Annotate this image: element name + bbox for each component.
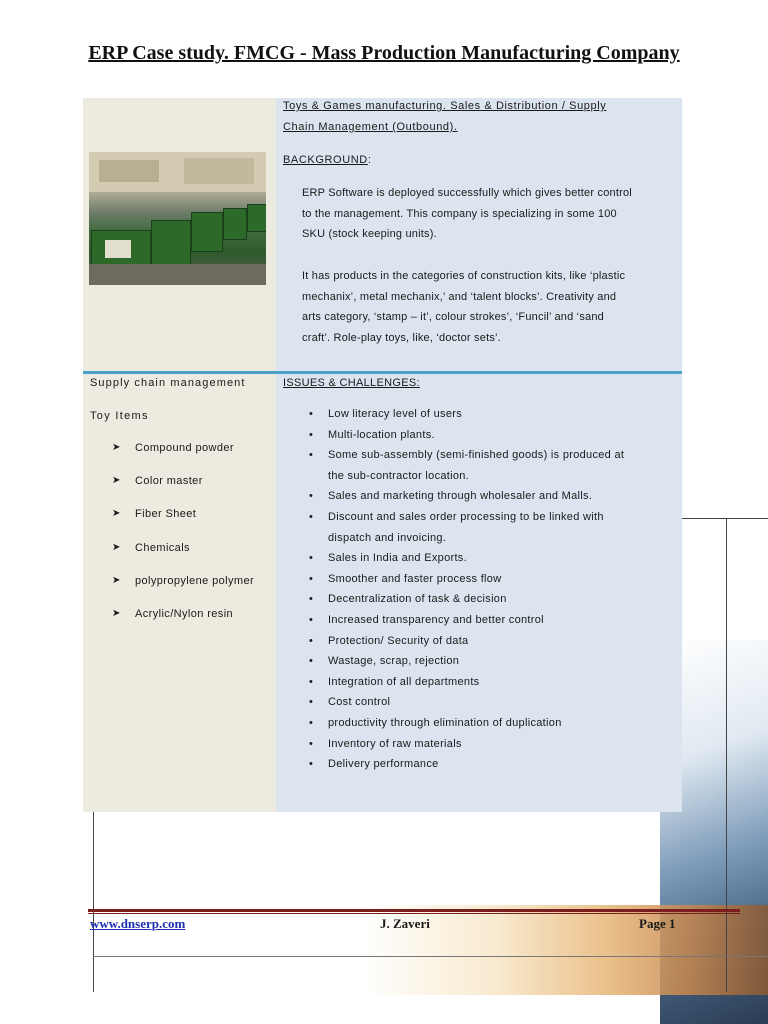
list-item-label: Chemicals: [135, 541, 190, 554]
footer-bottom-rule: [93, 956, 768, 957]
background-para1-line: ERP Software is deployed successfully which gives better control: [302, 187, 632, 199]
page-number: Page 1: [639, 916, 676, 931]
toy-items-list: [112, 438, 254, 637]
arrow-right-icon: ➤: [112, 541, 121, 553]
list-item-label: Color master: [135, 475, 203, 488]
issues-heading: ISSUES & CHALLENGES:: [283, 377, 420, 389]
footer-rule-thin: [88, 913, 740, 914]
list-item: • Multi-location plants.: [306, 425, 666, 446]
arrow-right-icon: ➤: [112, 607, 121, 619]
list-item: • productivity through elimination of duplication: [306, 713, 666, 734]
background-paragraph-2: [302, 266, 625, 348]
background-heading-text: BACKGROUND: [283, 154, 368, 166]
list-item: • Sales and marketing through wholesaler and Malls.: [306, 486, 666, 507]
list-item: • Cost control: [306, 692, 666, 713]
list-item: [112, 438, 254, 471]
list-item: • Wastage, scrap, rejection: [306, 651, 666, 672]
background-paragraph-1: [302, 183, 632, 245]
list-item: • Inventory of raw materials: [306, 734, 666, 755]
list-item-continuation: dispatch and invoicing.: [328, 531, 447, 544]
background-para1-line: to the management. This company is specializing in some 100: [302, 207, 617, 220]
arrow-right-icon: ➤: [112, 508, 121, 520]
list-item: • Smoother and faster process flow: [306, 569, 666, 590]
background-para1-line: SKU (stock keeping units).: [302, 228, 437, 240]
list-item: [112, 538, 254, 571]
background-para2-line: mechanix’, metal mechanix,’ and ‘talent blocks’. Creativity and: [302, 290, 617, 303]
arrow-right-icon: ➤: [112, 442, 121, 453]
list-item-label: Compound powder: [135, 442, 234, 454]
background-para2-line: arts category, ‘stamp – it’, colour strokes’, ‘Funcil’ and ‘sand: [302, 311, 604, 323]
list-item: • Protection/ Security of data: [306, 631, 666, 652]
list-item: [112, 604, 254, 637]
intro-line-1: Toys & Games manufacturing. Sales & Distribution / Supply: [283, 100, 607, 112]
page-border-right: [726, 518, 727, 992]
footer-rule: [88, 909, 740, 912]
arrow-right-icon: ➤: [112, 475, 121, 487]
issues-list: [306, 404, 666, 775]
list-item: • Some sub-assembly (semi-finished goods) is produced at: [306, 445, 666, 466]
list-item-label: polypropylene polymer: [135, 574, 255, 587]
intro-line-2: Chain Management (Outbound).: [283, 121, 458, 133]
website-link[interactable]: www.dnserp.com: [90, 916, 186, 931]
page-title: ERP Case study. FMCG - Mass Production Manufacturing Company: [88, 42, 680, 64]
background-heading-colon: :: [367, 154, 372, 166]
list-item: • Sales in India and Exports.: [306, 548, 666, 569]
list-item: [112, 471, 254, 504]
background-para2-line: It has products in the categories of construction kits, like ‘plastic: [302, 270, 626, 282]
toy-items-heading: Toy Items: [90, 410, 149, 422]
factory-photo: [89, 152, 266, 285]
supply-chain-heading: Supply chain management: [90, 377, 246, 389]
background-heading: [283, 150, 372, 171]
list-item: [112, 571, 254, 604]
list-item: • Discount and sales order processing to be linked with: [306, 507, 666, 528]
list-item-continuation: the sub-contractor location.: [328, 469, 470, 482]
page-border-top-right: [682, 518, 768, 519]
list-item-label: Acrylic/Nylon resin: [135, 607, 234, 620]
list-item: • Integration of all departments: [306, 672, 666, 693]
list-item: [112, 504, 254, 537]
list-item: • Increased transparency and better control: [306, 610, 666, 631]
author-name: J. Zaveri: [380, 916, 430, 931]
list-item: • Low literacy level of users: [306, 404, 666, 425]
background-para2-line: craft’. Role-play toys, like, ‘doctor sets’.: [302, 331, 501, 344]
list-item: • Delivery performance: [306, 754, 666, 775]
list-item-label: Fiber Sheet: [135, 508, 197, 521]
list-item: • Decentralization of task & decision: [306, 589, 666, 610]
arrow-right-icon: ➤: [112, 574, 121, 586]
page-border-left: [93, 812, 94, 992]
